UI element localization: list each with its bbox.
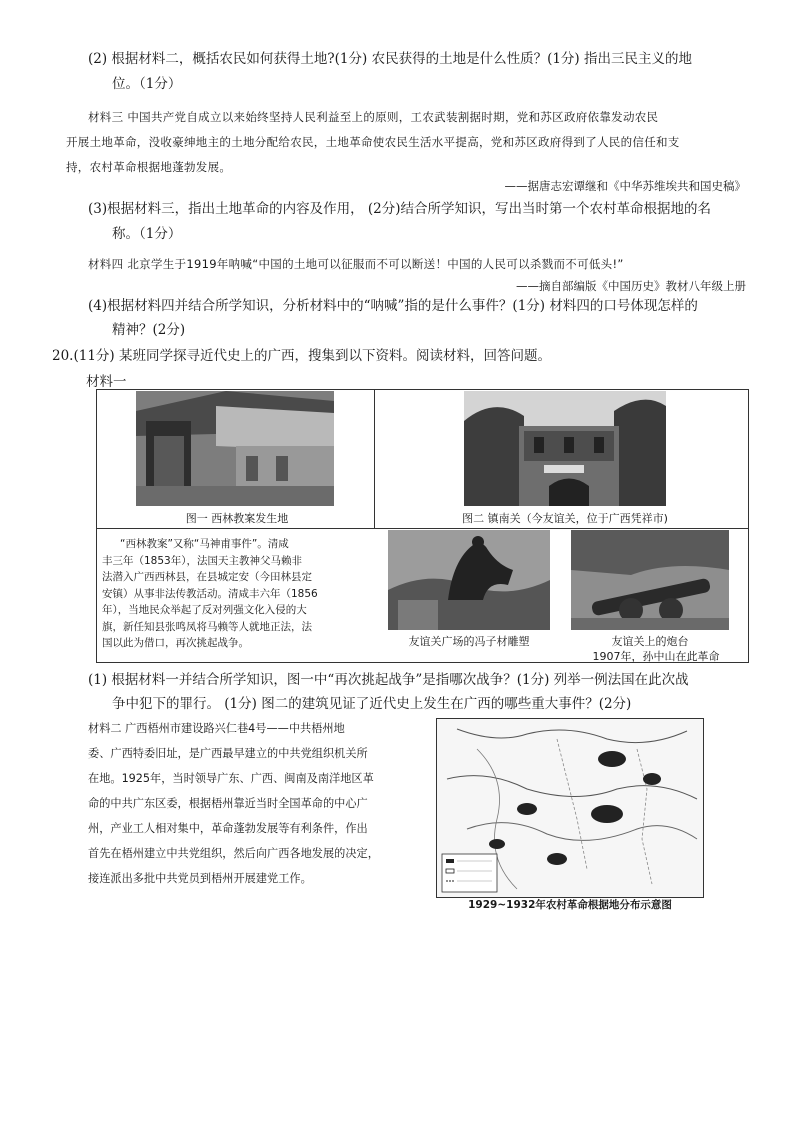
textbox-line: 年），当地民众举起了反对列强文化入侵的大 xyxy=(102,604,307,616)
cannon-fortress-photo xyxy=(571,530,729,630)
base-area-map xyxy=(436,718,704,898)
textbox-line: 法潜入广西西林县，在县城定安（今田林县定 xyxy=(102,571,312,583)
question-3-line1: (3)根据材料三，指出土地革命的内容及作用， (2分)结合所学知识，写出当时第一个农村革命根据地的名 xyxy=(88,201,712,217)
material-2-line: 命的中共广东区委，根据梧州靠近当时全国革命的中心广 xyxy=(88,797,368,810)
zhennan-pass-photo xyxy=(464,391,666,506)
material-4-source: ——摘自部编版《中国历史》教材八年级上册 xyxy=(516,279,746,293)
panel-divider-horizontal xyxy=(96,528,748,529)
map-graphic xyxy=(437,719,703,897)
material-3-line1: 材料三 中国共产党自成立以来始终坚持人民利益至上的原则，工农武装割据时期，党和苏区政府依靠发动农民 xyxy=(88,110,659,124)
question-2-line2: 位。（1分） xyxy=(112,76,182,92)
textbox-line: 国以此为借口，再次挑起战争。 xyxy=(102,637,249,649)
material-2-line: 州，产业工人相对集中，革命蓬勃发展等有利条件，作出 xyxy=(88,822,368,835)
xilin-church-site-photo xyxy=(136,391,334,506)
textbox-line: 安镇）从事非法传教活动。清咸丰六年（1856 xyxy=(102,587,318,600)
material-2-line: 接连派出多批中共党员到梧州开展建党工作。 xyxy=(88,872,312,885)
textbox-line: 丰三年（1853年），法国天主教神父马赖非 xyxy=(102,554,302,567)
feng-zicai-statue-photo xyxy=(388,530,550,630)
material-1-label: 材料一 xyxy=(86,374,127,390)
material-3-line3: 持，农村革命根据地蓬勃发展。 xyxy=(66,160,232,174)
material-2-line: 委、广西特委旧址，是广西最早建立的中共党组织机关所 xyxy=(88,747,368,760)
question-20-stem: 20.(11分) 某班同学探寻近代史上的广西，搜集到以下资料。阅读材料，回答问题。 xyxy=(52,348,551,364)
material-2-text xyxy=(88,716,418,891)
material-2-line: 首先在梧州建立中共党组织，然后向广西各地发展的决定， xyxy=(88,847,379,860)
textbox-line: “西林教案”又称“马神甫事件”。清咸 xyxy=(120,538,289,550)
question-4-line2: 精神？(2分) xyxy=(112,322,186,338)
textbox-line: 旗，新任知县张鸣凤将马赖等人就地正法，法 xyxy=(102,620,312,633)
question-20-1-line1: (1) 根据材料一并结合所学知识，图一中“再次挑起战争”是指哪次战争？(1分) 列举一例法国在此次战 xyxy=(88,672,689,688)
material-4-line1: 材料四 北京学生于1919年呐喊“中国的土地可以征服而不可以断送！中国的人民可以杀戮而不可低头!” xyxy=(88,257,624,271)
figure-4-caption-2: 1907年，孙中山在此革命 xyxy=(592,650,720,663)
material-3-line2: 开展土地革命，没收豪绅地主的土地分配给农民，土地革命使农民生活水平提高，党和苏区政府得到了人民的信任和支 xyxy=(66,135,680,149)
question-2-line1: (2) 根据材料二，概括农民如何获得土地?(1分) 农民获得的土地是什么性质？(1分) 指出三民主义的地 xyxy=(88,51,692,67)
map-caption: 1929~1932年农村革命根据地分布示意图 xyxy=(468,899,672,911)
figure-4-caption-1: 友谊关上的炮台 xyxy=(611,635,689,648)
figure-3-caption: 友谊关广场的冯子材雕塑 xyxy=(408,635,530,648)
question-20-1-line2: 争中犯下的罪行。 (1分) 图二的建筑见证了近代史上发生在广西的哪些重大事件？(2分) xyxy=(112,696,632,712)
figure-1-caption: 图一 西林教案发生地 xyxy=(185,512,289,525)
material-2-line: 在地。1925年，当时领导广东、广西、闽南及南洋地区革 xyxy=(88,772,374,785)
material-3-source: ——据唐志宏谭继和《中华苏维埃共和国史稿》 xyxy=(504,179,746,193)
panel-divider-vertical xyxy=(374,389,375,528)
xilin-incident-textbox xyxy=(102,536,372,652)
question-4-line1: (4)根据材料四并结合所学知识，分析材料中的“呐喊”指的是什么事件？(1分) 材料四的口号体现怎样的 xyxy=(88,298,698,314)
figure-2-caption: 图二 镇南关（今友谊关，位于广西凭祥市) xyxy=(462,512,668,525)
question-3-line2: 称。（1分） xyxy=(112,226,182,242)
material-2-line: 材料二 广西梧州市建设路兴仁巷4号——中共梧州地 xyxy=(88,722,345,735)
